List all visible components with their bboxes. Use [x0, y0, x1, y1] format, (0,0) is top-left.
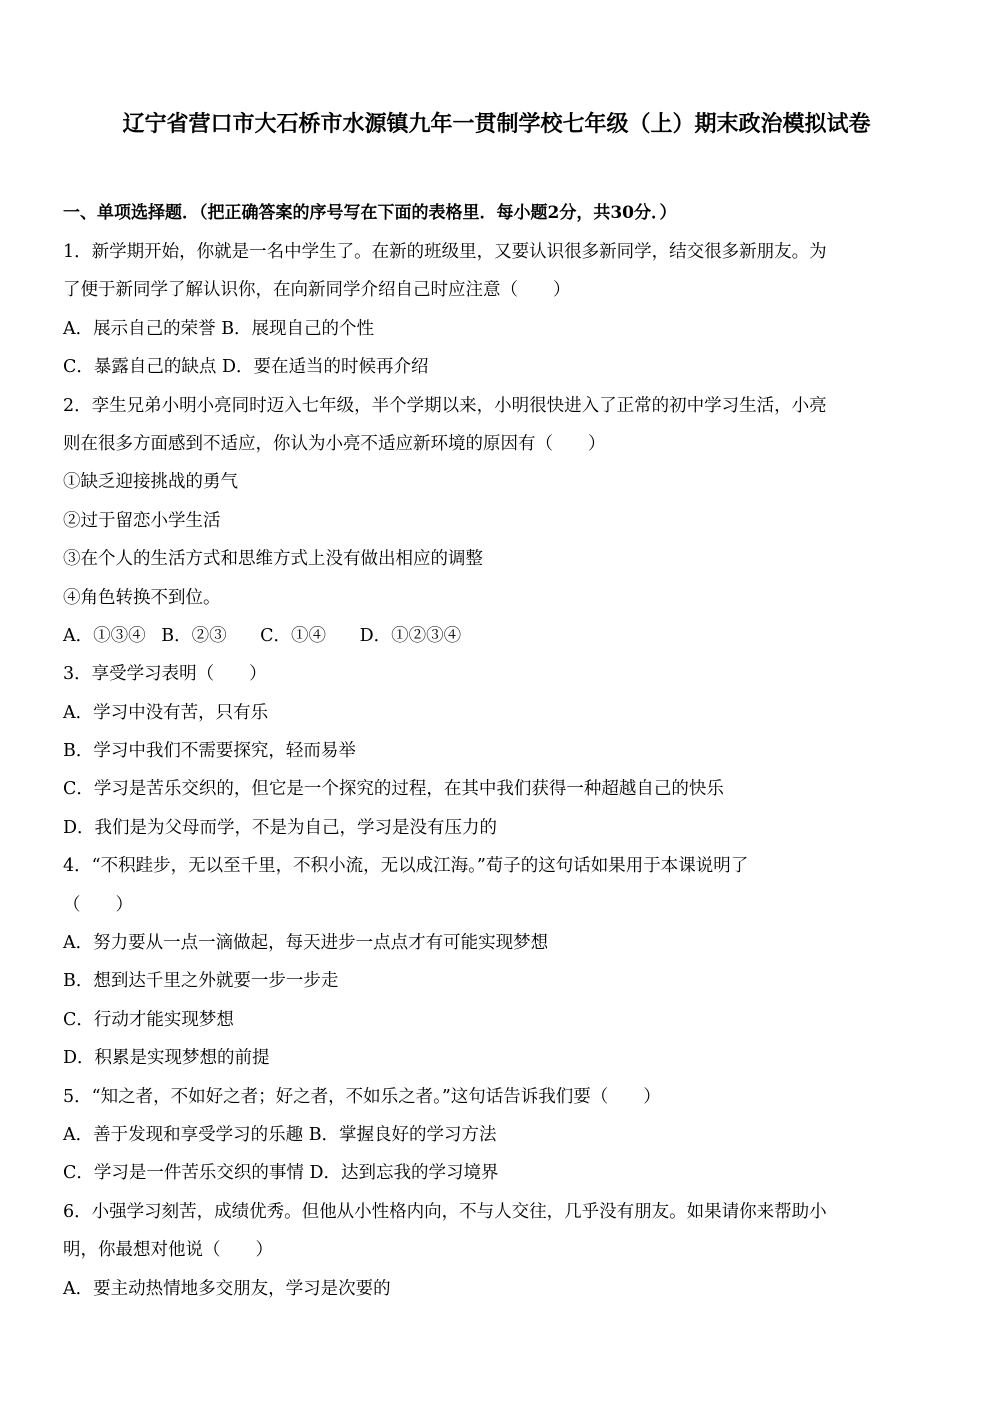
- question-2-item-1: ①缺乏迎接挑战的勇气: [63, 472, 238, 493]
- question-3-option-d: D．我们是为父母而学，不是为自己，学习是没有压力的: [63, 817, 498, 838]
- question-6-stem-line-2: 明，你最想对他说（ ）: [63, 1240, 273, 1261]
- question-2-option-b: B．②③: [161, 625, 227, 646]
- question-6-option-a: A．要主动热情地多交朋友，学习是次要的: [63, 1278, 391, 1299]
- question-4-stem-line-2: （ ）: [63, 894, 133, 915]
- question-3-option-a: A．学习中没有苦，只有乐: [63, 702, 269, 723]
- question-1-stem-line-1: 1．新学期开始，你就是一名中学生了。在新的班级里，又要认识很多新同学，结交很多新朋友。为: [63, 242, 827, 262]
- question-2-item-3: ③在个人的生活方式和思维方式上没有做出相应的调整: [63, 549, 483, 570]
- question-5-stem: 5．“知之者，不如好之者；好之者，不如乐之者。”这句话告诉我们要（ ）: [63, 1086, 661, 1107]
- question-6-stem-line-1: 6．小强学习刻苦，成绩优秀。但他从小性格内向，不与人交往，几乎没有朋友。如果请你来帮助小: [63, 1201, 827, 1222]
- question-5-options-ab: A．善于发现和享受学习的乐趣 B．掌握良好的学习方法: [63, 1124, 497, 1145]
- section-heading: 一、单项选择题．（把正确答案的序号写在下面的表格里．每小题2分，共30分．）: [63, 203, 677, 223]
- question-2-option-c: C．①④: [260, 625, 327, 646]
- question-2-stem-line-2: 则在很多方面感到不适应，你认为小亮不适应新环境的原因有（ ）: [63, 433, 606, 454]
- question-1-options-ab: A．展示自己的荣誉 B．展现自己的个性: [63, 318, 375, 339]
- question-1-stem-line-2: 了便于新同学了解认识你，在向新同学介绍自己时应注意（ ）: [63, 280, 571, 301]
- question-4-option-d: D．积累是实现梦想的前提: [63, 1048, 270, 1069]
- question-body: [63, 233, 935, 1308]
- question-3-option-b: B．学习中我们不需要探究，轻而易举: [63, 741, 356, 762]
- question-2-stem-line-1: 2．孪生兄弟小明小亮同时迈入七年级，半个学期以来，小明很快进入了正常的初中学习生活，小亮: [63, 395, 827, 416]
- question-2-options: [63, 617, 935, 655]
- question-4-option-a: A．努力要从一点一滴做起，每天进步一点点才有可能实现梦想: [63, 933, 549, 954]
- page-title: 辽宁省营口市大石桥市水源镇九年一贯制学校七年级（上）期末政治模拟试卷: [122, 111, 871, 137]
- question-4-option-b: B．想到达千里之外就要一步一步走: [63, 971, 339, 992]
- question-2-item-4: ④角色转换不到位。: [63, 587, 221, 608]
- question-2-option-d: D．①②③④: [359, 625, 462, 646]
- question-5-options-cd: C．学习是一件苦乐交织的事情 D．达到忘我的学习境界: [63, 1163, 499, 1184]
- question-3-option-c: C．学习是苦乐交织的，但它是一个探究的过程，在其中我们获得一种超越自己的快乐: [63, 779, 724, 800]
- question-4-stem-line-1: 4．“不积跬步，无以至千里，不积小流，无以成江海。”荀子的这句话如果用于本课说明了: [63, 856, 749, 877]
- question-4-option-c: C．行动才能实现梦想: [63, 1009, 234, 1030]
- question-1-options-cd: C．暴露自己的缺点 D．要在适当的时候再介绍: [63, 357, 429, 378]
- question-3-stem: 3．享受学习表明（ ）: [63, 664, 267, 685]
- question-2-option-a: A．①③④: [63, 625, 146, 646]
- question-2-item-2: ②过于留恋小学生活: [63, 510, 221, 531]
